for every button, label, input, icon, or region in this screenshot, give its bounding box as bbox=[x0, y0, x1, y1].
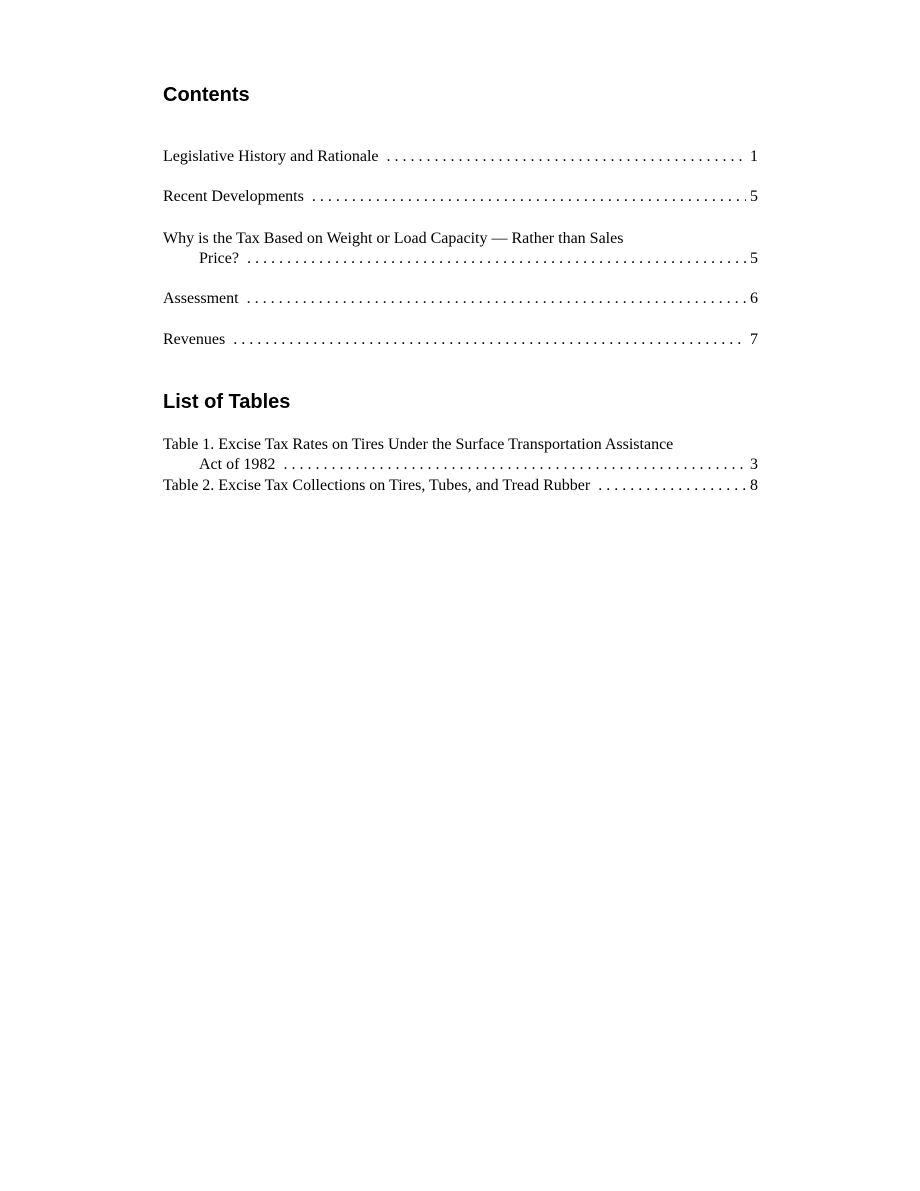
dot-leader bbox=[304, 187, 746, 207]
toc-entry-legislative-history[interactable] bbox=[163, 147, 758, 167]
list-of-tables-heading: List of Tables bbox=[163, 391, 291, 413]
dot-leader bbox=[590, 476, 746, 496]
dot-leader bbox=[275, 455, 746, 475]
table-entry-1-line2[interactable] bbox=[199, 455, 758, 475]
toc-entry-page: 7 bbox=[750, 331, 758, 348]
table-entry-2[interactable] bbox=[163, 476, 758, 496]
toc-entry-recent-developments[interactable] bbox=[163, 187, 758, 207]
toc-entry-page: 1 bbox=[750, 148, 758, 165]
toc-entry-page: 6 bbox=[750, 290, 758, 307]
toc-entry-label: Price? bbox=[199, 250, 239, 267]
toc-entry-page: 5 bbox=[750, 188, 758, 205]
dot-leader bbox=[239, 249, 746, 269]
toc-entry-label: Recent Developments bbox=[163, 188, 304, 205]
dot-leader bbox=[239, 289, 746, 309]
table-entry-label: Table 2. Excise Tax Collections on Tires, Tubes, and Tread Rubber bbox=[163, 477, 591, 494]
table-entry-1-line1[interactable]: Table 1. Excise Tax Rates on Tires Under the Surface Transportation Assistance bbox=[163, 436, 674, 453]
table-entry-page: 8 bbox=[750, 477, 758, 494]
toc-entry-why-weight-line1[interactable]: Why is the Tax Based on Weight or Load Capacity — Rather than Sales bbox=[163, 230, 624, 247]
table-entry-page: 3 bbox=[750, 456, 758, 473]
dot-leader bbox=[225, 330, 746, 350]
table-entry-label: Act of 1982 bbox=[199, 456, 276, 473]
toc-entry-label: Legislative History and Rationale bbox=[163, 148, 379, 165]
toc-entry-revenues[interactable] bbox=[163, 330, 758, 350]
toc-entry-page: 5 bbox=[750, 250, 758, 267]
toc-entry-label: Revenues bbox=[163, 331, 226, 348]
dot-leader bbox=[379, 147, 747, 167]
contents-heading: Contents bbox=[163, 84, 250, 106]
toc-entry-assessment[interactable] bbox=[163, 289, 758, 309]
toc-entry-label: Assessment bbox=[163, 290, 239, 307]
toc-entry-why-weight-line2[interactable] bbox=[199, 249, 758, 269]
